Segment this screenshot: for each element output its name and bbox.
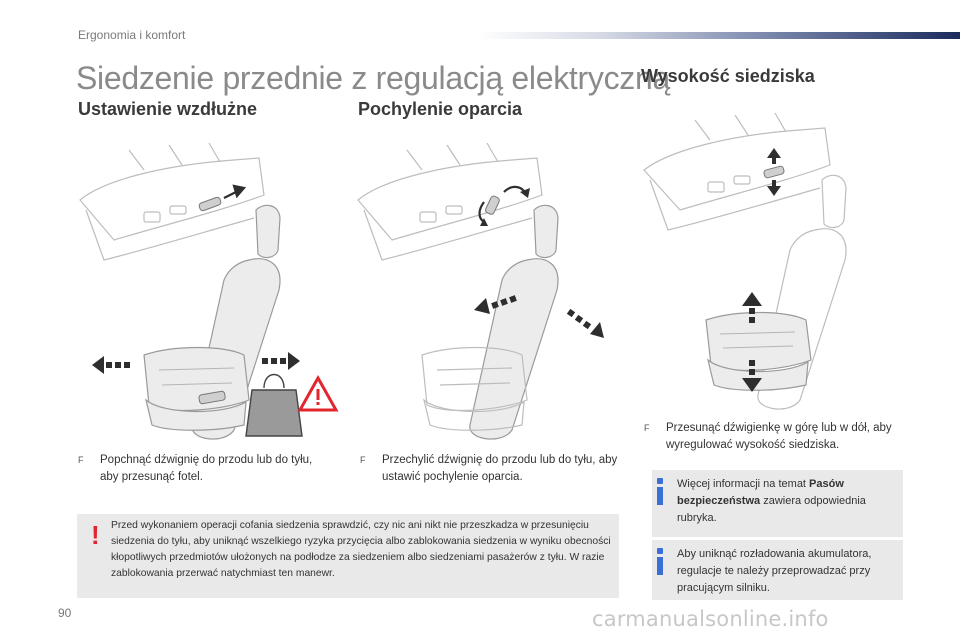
bullet-height — [644, 420, 904, 454]
arrow-up-small — [767, 148, 781, 164]
heading-longitudinal: Ustawienie wzdłużne — [78, 99, 258, 119]
heading-backrest-tilt: Pochylenie oparcia — [358, 99, 523, 119]
arrow-down-small — [767, 180, 781, 196]
header-bar — [478, 32, 960, 39]
info-box-seatbelts — [652, 470, 903, 537]
info-box-battery — [652, 540, 903, 600]
tilt-switch — [485, 195, 501, 215]
bullet-longitudinal — [78, 452, 328, 486]
warning-icon: ! — [91, 520, 100, 550]
switch-panel-top — [198, 196, 221, 211]
seat-longitudinal-illustration — [74, 140, 339, 440]
heading-seat-height: Wysokość siedziska — [641, 66, 815, 86]
bag-obstacle — [246, 375, 302, 437]
page-title: Siedzenie przednie z regulacją elektryczną — [76, 60, 670, 96]
warning-box — [77, 514, 619, 598]
info-text-seatbelts: Więcej informacji na temat Pasów bezpieczeństwa zawiera odpowiednia rubryka. — [677, 478, 866, 524]
info-text-battery: Aby uniknąć rozładowania akumulatora, regulacje te należy przeprowadzać przy pracującym silniku. — [677, 548, 872, 594]
watermark: carmanualsonline.info — [592, 607, 829, 631]
bullet-text: Przechylić dźwignię do przodu lub do tyłu, aby ustawić pochylenie oparcia. — [382, 454, 618, 483]
bullet-text: Popchnąć dźwignię do przodu lub do tyłu, aby przesunąć fotel. — [100, 454, 313, 483]
arrow-forward — [262, 352, 300, 370]
tilt-curved-arrows — [480, 187, 527, 222]
seatbelts-link: Pasów bezpieczeństwa — [677, 478, 844, 507]
warning-text: Przed wykonaniem operacji cofania siedzenia sprawdzić, czy nic ani nikt nie przeszkadza w przesunięciu siedzenia do tyłu, aby uniknąć wszelkiego ryzyka przycięcia albo zablokowania siedzenia w wyniku obecności kłopotliwych przedmiotów ułożonych na podłodze za siedzeniem albo siedzeniami pasażerów z tyłu. W razie zablokowania przerwać natychmiast ten manewr. — [111, 520, 611, 579]
section-label: Ergonomia i komfort — [78, 28, 186, 42]
bullet-text: Przesunąć dźwigienkę w górę lub w dół, aby wyregulować wysokość siedziska. — [666, 422, 892, 451]
arrow-backward — [92, 356, 130, 374]
bullet-mark: F — [360, 455, 366, 465]
warning-triangle-icon — [300, 378, 336, 410]
info-icon — [655, 548, 665, 576]
page-number: 90 — [58, 606, 72, 620]
bullet-mark: F — [78, 455, 84, 465]
info-icon — [655, 478, 665, 506]
seat-backrest-illustration — [352, 140, 617, 440]
height-switch — [763, 166, 784, 179]
bullet-mark: F — [644, 423, 650, 433]
arrow-tilt-forward — [567, 309, 604, 338]
bullet-backrest — [360, 452, 618, 486]
seat-height-illustration — [640, 110, 902, 410]
